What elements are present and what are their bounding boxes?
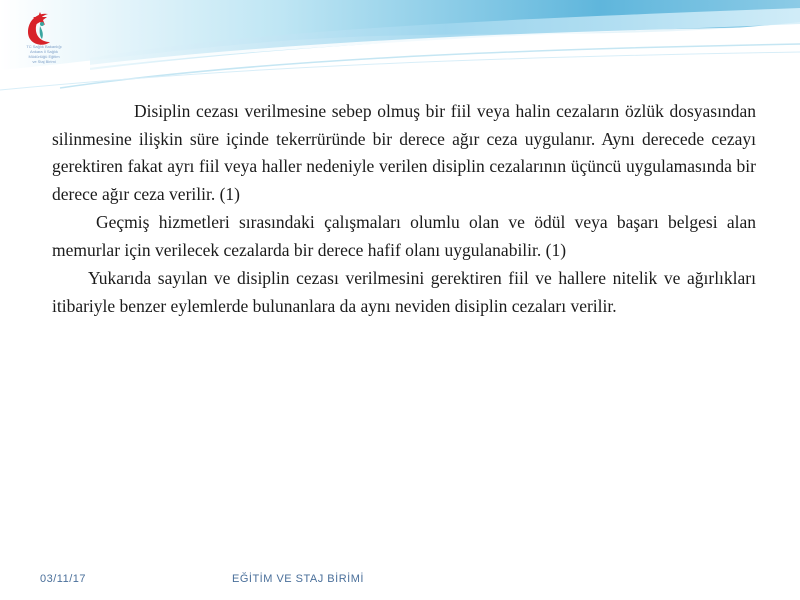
footer-date: 03/11/17 bbox=[40, 573, 87, 585]
logo-line: Ankara İl Sağlık bbox=[29, 49, 58, 54]
header-wave-decoration bbox=[0, 0, 800, 95]
logo-title: TC Sağlık Bakanlığı bbox=[26, 44, 62, 49]
paragraph-3: Yukarıda sayılan ve disiplin cezası verilmesini gerektiren fiil ve hallere nitelik ve ağırlıkları itibariyle benzer eylemlerde bulunanlara da aynı neviden disiplin cezaları verilir. bbox=[52, 268, 756, 316]
paragraph-2: Geçmiş hizmetleri sırasındaki çalışmaları olumlu olan ve ödül veya başarı belgesi alan memurlar için verilecek cezalarda bir derece hafif olanı uygulanabilir. (1) bbox=[52, 212, 756, 260]
paragraph-1: Disiplin cezası verilmesine sebep olmuş bir fiil veya halin cezaların özlük dosyasından silinmesine ilişkin süre içinde tekerrüründe bir derece ağır ceza uygulanır. Aynı derecede cezayı gerektiren fakat ayrı fiil veya haller nedeniyle verilen disiplin cezalarının üçüncü uygulamasında bir derece ağır ceza verilir. (1) bbox=[52, 101, 756, 204]
logo-caption bbox=[16, 44, 72, 64]
slide-body bbox=[52, 98, 756, 320]
ministry-logo bbox=[6, 6, 70, 66]
logo-line: ve Staj Birimi bbox=[32, 59, 56, 64]
logo-line: Müdürlüğü Eğitim bbox=[28, 54, 60, 59]
crescent-star-icon bbox=[6, 6, 70, 46]
footer-unit-name: EĞİTİM VE STAJ BİRİMİ bbox=[232, 573, 364, 585]
